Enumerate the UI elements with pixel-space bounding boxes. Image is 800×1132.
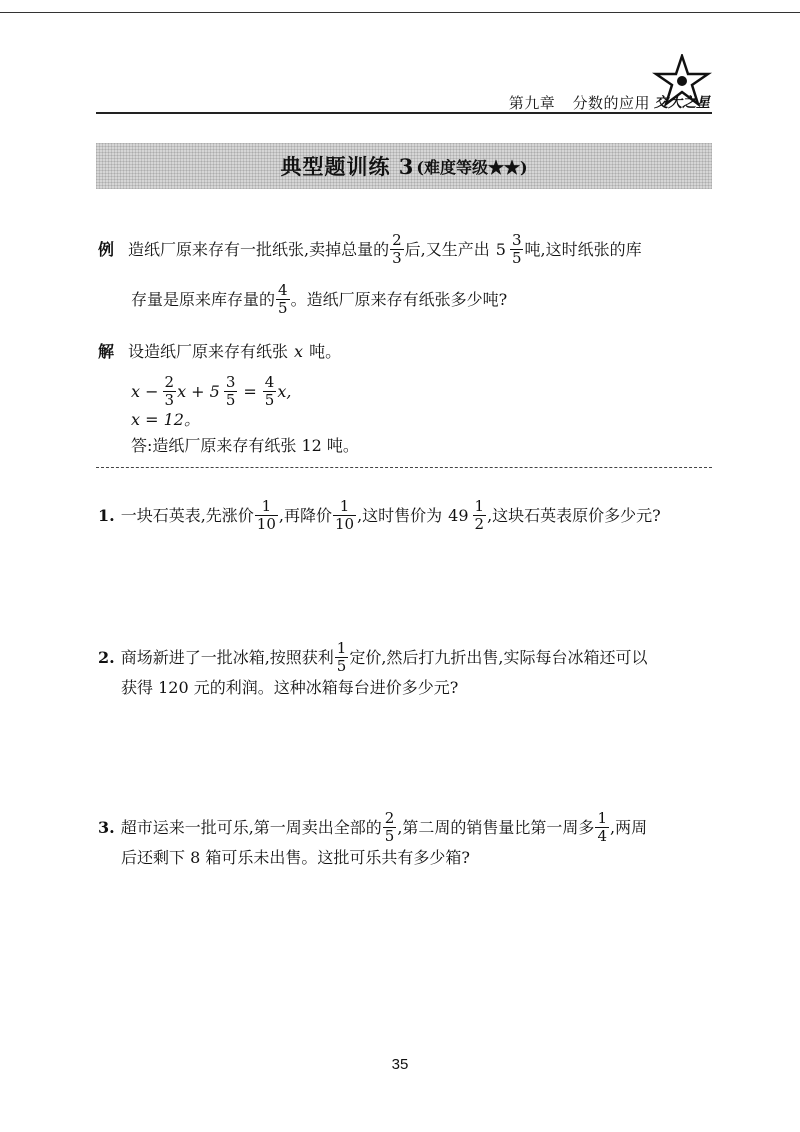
equation-part-d: x, — [277, 381, 292, 401]
brand-text: 交大之星 — [654, 95, 710, 111]
fraction: $\frac{1}{10}$ — [256, 497, 276, 533]
fraction: $\frac{4}{5}$ — [264, 373, 275, 409]
problem-text: 一块石英表,先涨价 — [120, 505, 254, 525]
mixed-number: 5 $\frac{3}{5}$ — [495, 231, 522, 267]
problem-text: ,这时售价为 — [357, 505, 443, 525]
solution-tag: 解 — [98, 342, 115, 361]
dashed-divider — [96, 467, 712, 468]
result-line: x = 12。 — [131, 410, 200, 429]
header-rule — [96, 112, 712, 114]
problem-3 — [98, 810, 647, 845]
problem-3-line-2: 后还剩下 8 箱可乐未出售。这批可乐共有多少箱? — [121, 848, 470, 867]
header-text — [497, 92, 650, 113]
section-label: 分数的应用 — [572, 94, 650, 112]
answer-line: 答:造纸厂原来存有纸张 12 吨。 — [131, 436, 359, 455]
equals-sign: = — [243, 381, 257, 401]
problem-number: 1. — [98, 505, 115, 525]
fraction: $\frac{2}{3}$ — [164, 373, 175, 409]
example-text-2b: 。造纸厂原来存有纸张多少吨? — [290, 289, 508, 309]
problem-2 — [98, 640, 648, 675]
equation-line — [131, 374, 291, 409]
fraction: $\frac{3}{5}$ — [225, 373, 236, 409]
fraction: $\frac{1}{4}$ — [597, 809, 607, 845]
problem-text: 定价,然后打九折出售,实际每台冰箱还可以 — [349, 647, 648, 667]
problem-text: ,第二周的销售量比第一周多 — [397, 817, 595, 837]
equation-part-a: x − — [131, 381, 159, 401]
example-text-1b: 后,又生产出 — [404, 239, 490, 259]
equation-part-b: x + 5 — [177, 381, 220, 401]
top-border-line — [0, 12, 800, 13]
fraction: $\frac{1}{10}$ — [334, 497, 355, 533]
variable-x: x — [294, 342, 304, 361]
fraction: $\frac{2}{3}$ — [392, 231, 402, 267]
difficulty-label: (难度等级★★) — [416, 157, 528, 177]
fraction: $\frac{4}{5}$ — [278, 281, 288, 317]
solution-text-1b: 吨。 — [309, 342, 342, 361]
problem-text: ,这块石英表原价多少元? — [487, 505, 661, 525]
problem-number: 3. — [98, 817, 115, 837]
chapter-label: 第九章 — [508, 94, 556, 112]
problem-text: ,两周 — [609, 817, 648, 837]
section-title-band — [96, 143, 712, 189]
page-number: 35 — [391, 1056, 409, 1073]
example-text-1a: 造纸厂原来存有一批纸张,卖掉总量的 — [128, 239, 390, 259]
problem-text: 超市运来一批可乐,第一周卖出全部的 — [120, 817, 382, 837]
problem-1 — [98, 498, 661, 533]
fraction: $\frac{2}{5}$ — [384, 809, 395, 845]
example-tag: 例 — [98, 239, 115, 259]
section-title: 典型题训练 3 — [280, 154, 415, 179]
problem-number: 2. — [98, 647, 115, 667]
mixed-number: 49 $\frac{1}{2}$ — [448, 497, 485, 533]
problem-2-line-2: 获得 120 元的利润。这种冰箱每台进价多少元? — [121, 678, 459, 697]
example-text-2a: 存量是原来库存量的 — [131, 289, 276, 309]
example-text-1c: 吨,这时纸张的库 — [524, 239, 642, 259]
problem-text: 商场新进了一批冰箱,按照获利 — [120, 647, 334, 667]
example-line-1 — [98, 232, 642, 267]
problem-text: ,再降价 — [278, 505, 332, 525]
fraction: $\frac{1}{5}$ — [336, 639, 347, 675]
example-line-2 — [131, 282, 507, 317]
solution-text-1a: 设造纸厂原来存有纸张 — [128, 342, 289, 361]
solution-line-1 — [98, 342, 341, 362]
running-header — [96, 84, 712, 114]
